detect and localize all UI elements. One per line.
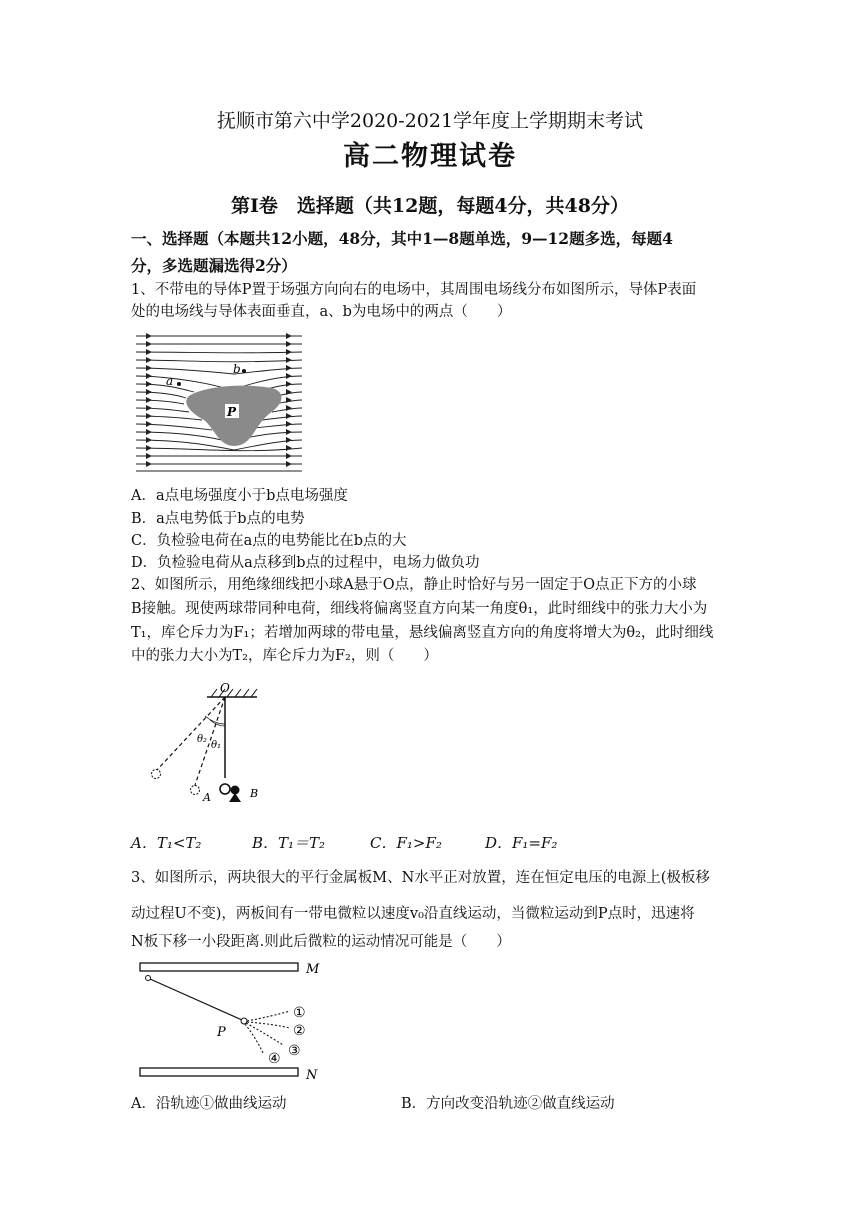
track-4: ④ (268, 1051, 281, 1067)
label-o: O (220, 681, 230, 695)
q2-option-c: C．F₁>F₂ (370, 834, 442, 852)
plate-m (140, 963, 298, 971)
q3-options-row (131, 1092, 615, 1113)
q2-stem-line3: T₁，库仑斥力为F₁；若增加两球的带电量，悬线偏离竖直方向的角度将增大为θ₂，此时细线 (131, 625, 714, 641)
ball-a (220, 784, 230, 794)
label-theta1: θ₁ (211, 740, 222, 751)
label-ball-a: A (203, 791, 211, 804)
ball-a-position-2 (152, 770, 161, 779)
ball-a-position-1 (191, 786, 200, 795)
section-heading-line1: 一、选择题（本题共12小题，48分，其中1—8题单选，9—12题多选，每题4 (131, 229, 673, 248)
q2-option-a: A．T₁<T₂ (131, 834, 202, 852)
label-ball-b: B (250, 787, 259, 800)
q3-stem-line1: 3、如图所示，两块很大的平行金属板M、N水平正对放置，连在恒定电压的电源上(极板移 (131, 870, 710, 886)
q3-option-a: A．沿轨迹①做曲线运动 (131, 1096, 287, 1112)
q1-option-c: C．负检验电荷在a点的电势能比在b点的大 (131, 533, 407, 549)
track-3: ③ (288, 1043, 301, 1059)
label-p: P (227, 405, 237, 419)
q2-options-row (131, 832, 557, 853)
q1-stem-line2: 处的电场线与导体表面垂直，a、b为电场中的两点（ ） (131, 304, 512, 320)
q3-stem-line3: N板下移一小段距离.则此后微粒的运动情况可能是（ ） (131, 934, 511, 950)
pendulum-figure (145, 678, 275, 808)
q1-option-a: A．a点电场强度小于b点电场强度 (131, 488, 348, 504)
exam-title: 高二物理试卷 (343, 141, 517, 172)
label-p: P (217, 1025, 226, 1040)
q2-option-b: B．T₁＝T₂ (252, 834, 326, 852)
q2-option-d: D．F₁=F₂ (485, 834, 558, 852)
q1-option-d: D．负检验电荷从a点移到b点的过程中，电场力做负功 (131, 555, 480, 571)
section-heading-line2: 分，多选题漏选得2分） (131, 256, 297, 275)
q2-stem-line2: B接触。现使两球带同种电荷，细线将偏离竖直方向某一角度θ₁，此时细线中的张力大小为 (131, 601, 708, 617)
q3-stem-line2: 动过程U不变)，两板间有一带电微粒以速度v₀沿直线运动，当微粒运动到P点时，迅速将 (131, 906, 695, 922)
label-b: b (233, 362, 241, 376)
part-heading: 第Ⅰ卷 选择题（共12题，每题4分，共48分） (231, 195, 629, 217)
q2-stem-line1: 2、如图所示，用绝缘细线把小球A悬于O点，静止时恰好与另一固定于O点正下方的小球 (131, 577, 697, 593)
label-a: a (166, 374, 174, 388)
exam-school-title: 抚顺市第六中学2020-2021学年度上学期期末考试 (216, 110, 644, 132)
q3-option-b: B．方向改变沿轨迹②做直线运动 (401, 1096, 615, 1112)
label-n: N (306, 1068, 318, 1083)
label-theta2: θ₂ (197, 734, 208, 745)
plate-n (140, 1068, 298, 1076)
label-m: M (306, 962, 320, 977)
field-lines-figure (134, 328, 304, 474)
q1-stem-line1: 1、不带电的导体P置于场强方向向右的电场中，其周围电场线分布如图所示，导体P表面 (131, 282, 697, 298)
q2-stem-line4: 中的张力大小为T₂，库仑斥力为F₂，则（ ） (131, 648, 438, 664)
q1-option-b: B．a点电势低于b点的电势 (131, 511, 305, 527)
track-2: ② (293, 1023, 306, 1039)
parallel-plates-figure (138, 958, 328, 1086)
track-1: ① (293, 1005, 306, 1021)
